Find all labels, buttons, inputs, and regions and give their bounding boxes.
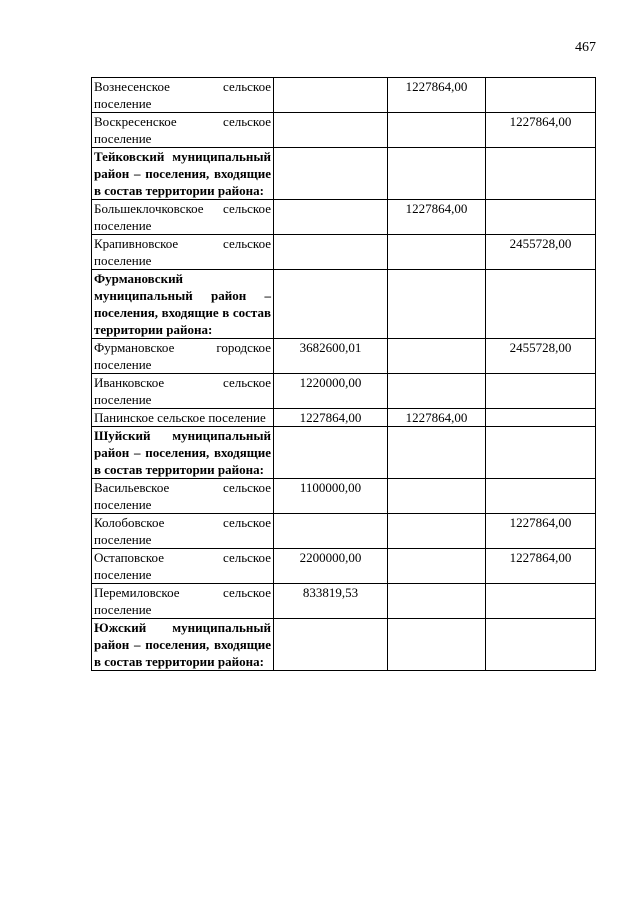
settlement-name: Колобовское сельское поселение xyxy=(92,514,274,549)
settlement-name: Фурмановское городское поселение xyxy=(92,339,274,374)
district-header-row xyxy=(92,619,596,671)
table-row xyxy=(92,514,596,549)
amount-cell-c3 xyxy=(388,479,486,514)
amount-cell-c2 xyxy=(274,619,388,671)
amount-cell-c3 xyxy=(388,584,486,619)
settlement-name: Иванковское сельское поселение xyxy=(92,374,274,409)
amount-cell-c4: 1227864,00 xyxy=(486,549,596,584)
amount-cell-c3 xyxy=(388,113,486,148)
amount-cell-c3 xyxy=(388,549,486,584)
amount-cell-c3 xyxy=(388,427,486,479)
amount-cell-c2 xyxy=(274,148,388,200)
amount-cell-c2: 3682600,01 xyxy=(274,339,388,374)
amount-cell-c3 xyxy=(388,339,486,374)
amount-cell-c3 xyxy=(388,619,486,671)
amount-cell-c4 xyxy=(486,479,596,514)
settlement-name: Воскресенское сельское поселение xyxy=(92,113,274,148)
table-row xyxy=(92,374,596,409)
amount-cell-c4 xyxy=(486,584,596,619)
table-row xyxy=(92,409,596,427)
amount-cell-c2 xyxy=(274,235,388,270)
district-header-row xyxy=(92,270,596,339)
amount-cell-c4: 2455728,00 xyxy=(486,339,596,374)
settlement-name: Крапивновское сельское поселение xyxy=(92,235,274,270)
amount-cell-c2: 833819,53 xyxy=(274,584,388,619)
amount-cell-c2 xyxy=(274,200,388,235)
amount-cell-c4 xyxy=(486,148,596,200)
district-name: Тейковский муниципальный район – поселения, входящие в состав территории района: xyxy=(92,148,274,200)
amount-cell-c3: 1227864,00 xyxy=(388,78,486,113)
district-name: Фурмановский муниципальный район – поселения, входящие в состав территории района: xyxy=(92,270,274,339)
district-name: Шуйский муниципальный район – поселения, входящие в состав территории района: xyxy=(92,427,274,479)
amount-cell-c4: 1227864,00 xyxy=(486,113,596,148)
district-header-row xyxy=(92,427,596,479)
amount-cell-c3: 1227864,00 xyxy=(388,409,486,427)
amount-cell-c3 xyxy=(388,374,486,409)
table-row xyxy=(92,200,596,235)
settlement-name: Остаповское сельское поселение xyxy=(92,549,274,584)
amount-cell-c2: 1220000,00 xyxy=(274,374,388,409)
table-row xyxy=(92,113,596,148)
amount-cell-c4 xyxy=(486,619,596,671)
amount-cell-c3 xyxy=(388,270,486,339)
table-row xyxy=(92,549,596,584)
page-number: 467 xyxy=(575,40,596,55)
amount-cell-c2 xyxy=(274,514,388,549)
amount-cell-c2: 2200000,00 xyxy=(274,549,388,584)
allocation-table xyxy=(91,77,596,671)
settlement-name: Перемиловское сельское поселение xyxy=(92,584,274,619)
amount-cell-c2 xyxy=(274,113,388,148)
amount-cell-c4 xyxy=(486,78,596,113)
table-row xyxy=(92,78,596,113)
table-row xyxy=(92,235,596,270)
table-row xyxy=(92,479,596,514)
table-row xyxy=(92,339,596,374)
district-name: Южский муниципальный район – поселения, входящие в состав территории района: xyxy=(92,619,274,671)
amount-cell-c2 xyxy=(274,270,388,339)
amount-cell-c2: 1100000,00 xyxy=(274,479,388,514)
amount-cell-c4 xyxy=(486,270,596,339)
settlement-name: Васильевское сельское поселение xyxy=(92,479,274,514)
amount-cell-c4 xyxy=(486,409,596,427)
table-row xyxy=(92,584,596,619)
amount-cell-c4: 2455728,00 xyxy=(486,235,596,270)
amount-cell-c3 xyxy=(388,235,486,270)
amount-cell-c3: 1227864,00 xyxy=(388,200,486,235)
amount-cell-c4 xyxy=(486,427,596,479)
settlement-name: Вознесенское сельское поселение xyxy=(92,78,274,113)
amount-cell-c3 xyxy=(388,148,486,200)
amount-cell-c4 xyxy=(486,374,596,409)
district-header-row xyxy=(92,148,596,200)
settlement-name: Панинское сельское поселение xyxy=(92,409,274,427)
settlement-name: Большеклочковское сельское поселение xyxy=(92,200,274,235)
amount-cell-c2 xyxy=(274,78,388,113)
amount-cell-c3 xyxy=(388,514,486,549)
amount-cell-c4 xyxy=(486,200,596,235)
amount-cell-c2: 1227864,00 xyxy=(274,409,388,427)
amount-cell-c4: 1227864,00 xyxy=(486,514,596,549)
amount-cell-c2 xyxy=(274,427,388,479)
